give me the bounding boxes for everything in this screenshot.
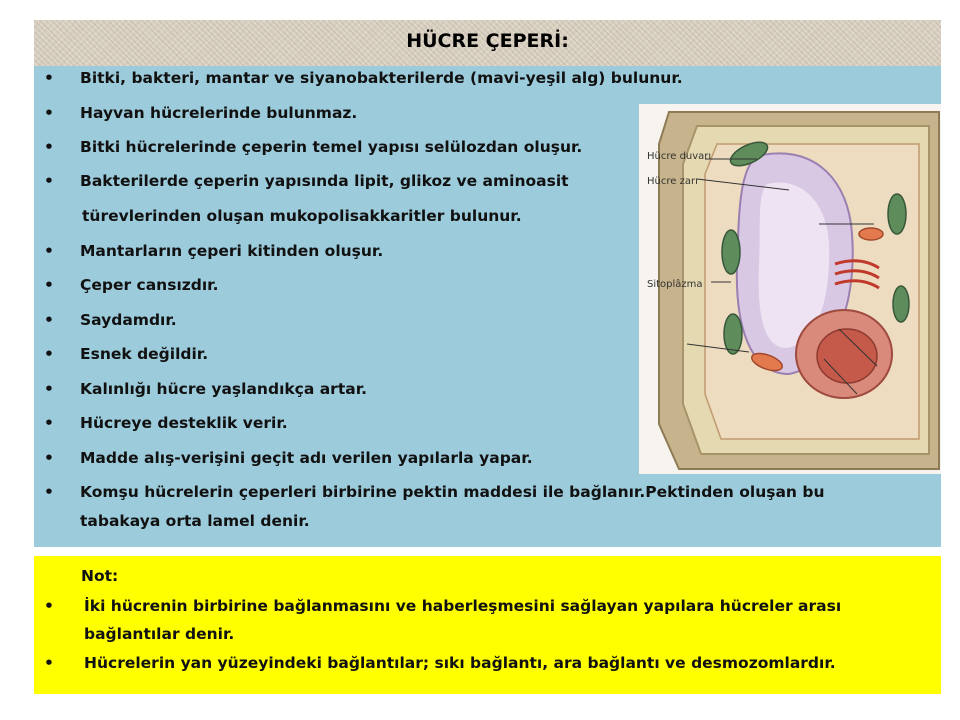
bullet-dot: • (44, 449, 54, 467)
chloroplast (893, 286, 909, 322)
label-cell-wall: Hücre duvarı (647, 151, 712, 162)
label-cell-membrane: Hücre zarı (647, 176, 698, 187)
bullet-dot: • (44, 597, 54, 615)
bullet-dot: • (44, 242, 54, 260)
bullet-dot: • (44, 138, 54, 156)
bullet-dot: • (44, 104, 54, 122)
bullet-dot: • (44, 276, 54, 294)
title-bar (34, 20, 941, 66)
page-title: HÜCRE ÇEPERİ: (406, 30, 569, 52)
plant-cell-illustration (639, 104, 941, 474)
plant-cell-diagram (639, 104, 941, 474)
chloroplast (888, 194, 906, 234)
label-cytoplasm: Sitoplâzma (647, 279, 703, 290)
note-panel: Not: • İki hücrenin birbirine bağlanmasını ve haberleşmesini sağlayan yapılara hücreler arası bağlantılar denir. • Hücrelerin yan yüzeyindeki bağlantılar; sıkı bağlantı, ara bağlantı ve desmozomlardır. (34, 556, 941, 694)
bullet-dot: • (44, 311, 54, 329)
bullet-dot: • (44, 69, 54, 87)
chloroplast (724, 314, 742, 354)
mitochondrion (859, 228, 883, 240)
chloroplast (722, 230, 740, 274)
bullet-list: • Bitki, bakteri, mantar ve siyanobakterilerde (mavi-yeşil alg) bulunur. • Hayvan hücrelerinde bulunmaz. • Bitki hücrelerinde çeperin temel yapısı selülozdan oluşur. • Bakterilerde çeperin yapısında lipit, glikoz ve aminoasit türevlerinden oluşan mukopolisakkaritler bulunur. • Mantarların çeperi kitinden oluşur. • Çeper cansızdır. • Saydamdır. • Esnek değildir. • Kalınlığı hücre yaşlandıkça artar. • Hücreye desteklik verir. • Madde alış-verişini geçit adı verilen yapılarla yapar. • Komşu hücrelerin çeperleri birbirine pektin maddesi ile bağlanır.Pektinden oluşan bu tabakaya orta lamel denir. (44, 69, 825, 530)
bullet-dot: • (44, 380, 54, 398)
bullet-dot: • (44, 172, 54, 190)
note-heading: Not: (81, 567, 119, 585)
bullet-dot: • (44, 483, 54, 501)
bullet-dot: • (44, 654, 54, 672)
bullet-dot: • (44, 345, 54, 363)
bullet-dot: • (44, 414, 54, 432)
